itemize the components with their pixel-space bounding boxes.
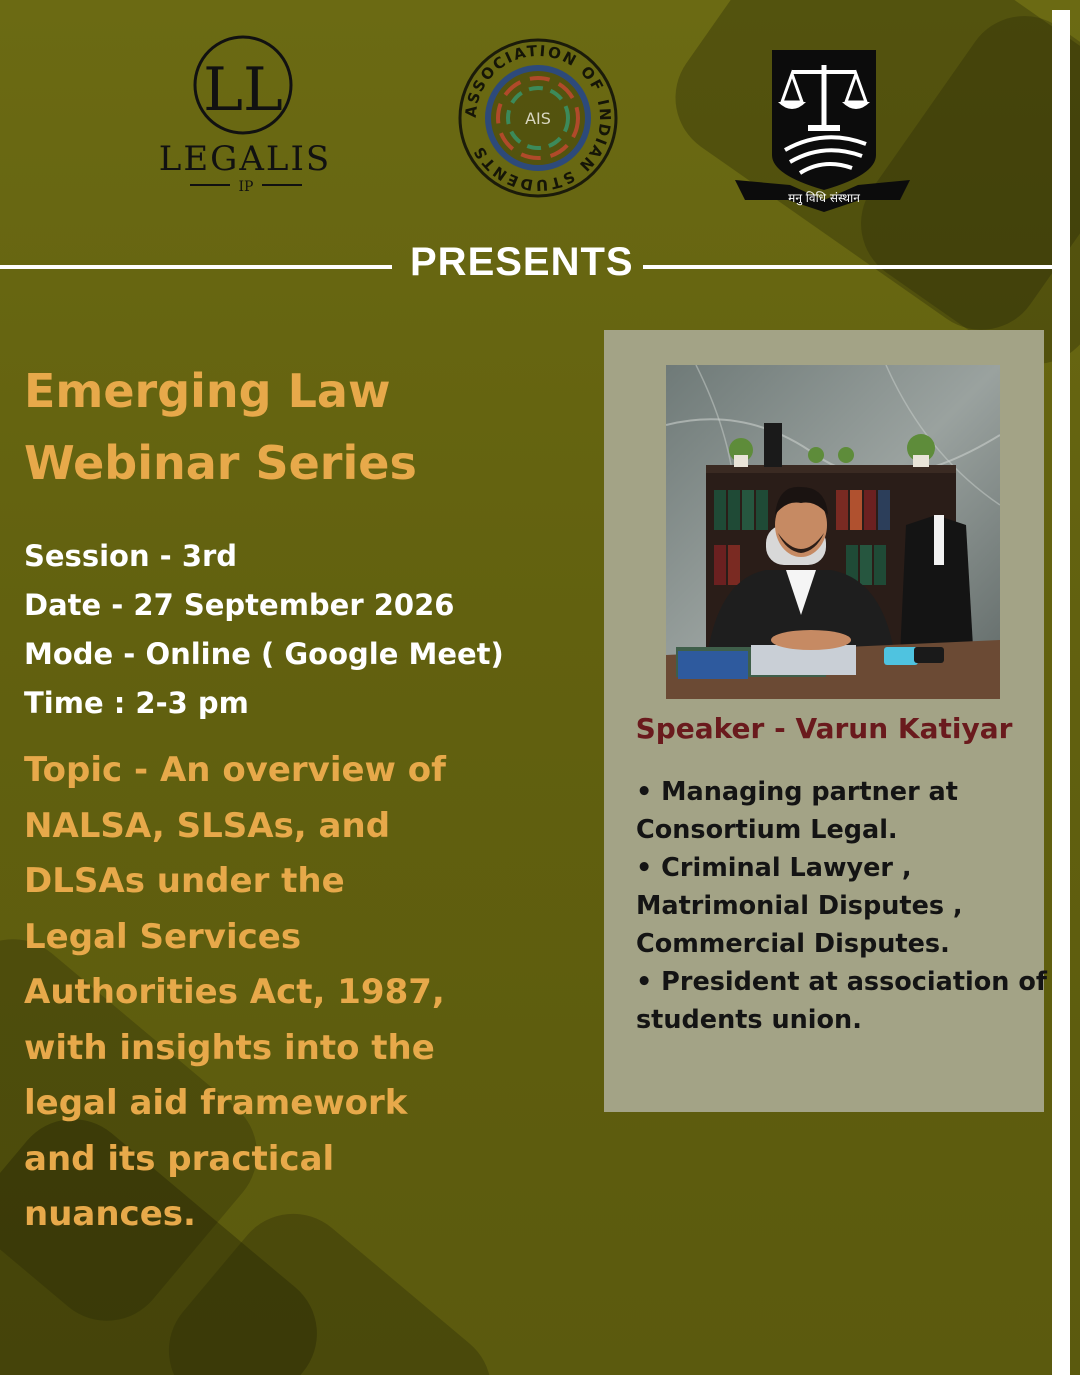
presents-line-right <box>643 265 1068 269</box>
topic-line: and its practical <box>24 1138 335 1179</box>
scales-of-justice-emblem <box>730 40 915 215</box>
topic-line: Authorities Act, 1987, <box>24 972 445 1012</box>
presents-line-left <box>0 265 392 269</box>
right-edge-frame <box>1052 10 1070 1375</box>
series-title-line: Webinar Series <box>24 436 417 490</box>
topic-line: legal aid framework <box>24 1083 408 1123</box>
topic-line: NALSA, SLSAs, and <box>24 805 391 846</box>
ais-logo <box>455 35 621 201</box>
speaker-bio-line: • Managing partner at <box>636 777 958 807</box>
legalis-name: LEGALIS <box>158 139 332 179</box>
speaker-bio-line: • Criminal Lawyer , <box>636 853 912 883</box>
presents-banner <box>0 240 1080 290</box>
ais-center-text: AIS <box>525 109 551 128</box>
session-number: Session - 3rd <box>24 539 238 573</box>
series-title-line: Emerging Law <box>24 364 391 418</box>
topic-line: Legal Services <box>24 916 302 957</box>
presents-text: PRESENTS <box>410 240 634 284</box>
speaker-name: Speaker - Varun Katiyar <box>635 712 1013 745</box>
session-info <box>24 532 584 728</box>
topic-line: with insights into the <box>24 1027 435 1068</box>
ais-ring-text: ASSOCIATION OF INDIAN STUDENTS <box>461 41 615 195</box>
speaker-photo <box>666 365 1000 699</box>
session-mode: Mode - Online ( Google Meet) <box>24 637 504 671</box>
speaker-bio-line: Commercial Disputes. <box>636 929 950 959</box>
speaker-bio-line: students union. <box>636 1005 862 1035</box>
emblem-motto: मनु विधि संस्थान <box>788 191 860 205</box>
series-title <box>24 355 564 499</box>
legalis-monogram: LL <box>203 55 283 125</box>
topic-line: DLSAs under the <box>24 861 345 901</box>
speaker-bio-line: Matrimonial Disputes , <box>636 891 963 921</box>
speaker-card <box>604 330 1047 1112</box>
speaker-bio-line: Consortium Legal. <box>636 815 898 845</box>
speaker-bio-line: • President at association of <box>636 967 1047 997</box>
topic-line: nuances. <box>24 1194 196 1234</box>
session-time: Time : 2-3 pm <box>24 686 249 720</box>
legalis-ip-logo <box>150 30 340 200</box>
session-date: Date - 27 September 2026 <box>24 588 455 622</box>
legalis-sub: IP <box>238 179 254 195</box>
topic-text <box>24 743 564 1243</box>
topic-line: Topic - An overview of <box>24 750 446 790</box>
speaker-bio <box>636 773 1047 1039</box>
